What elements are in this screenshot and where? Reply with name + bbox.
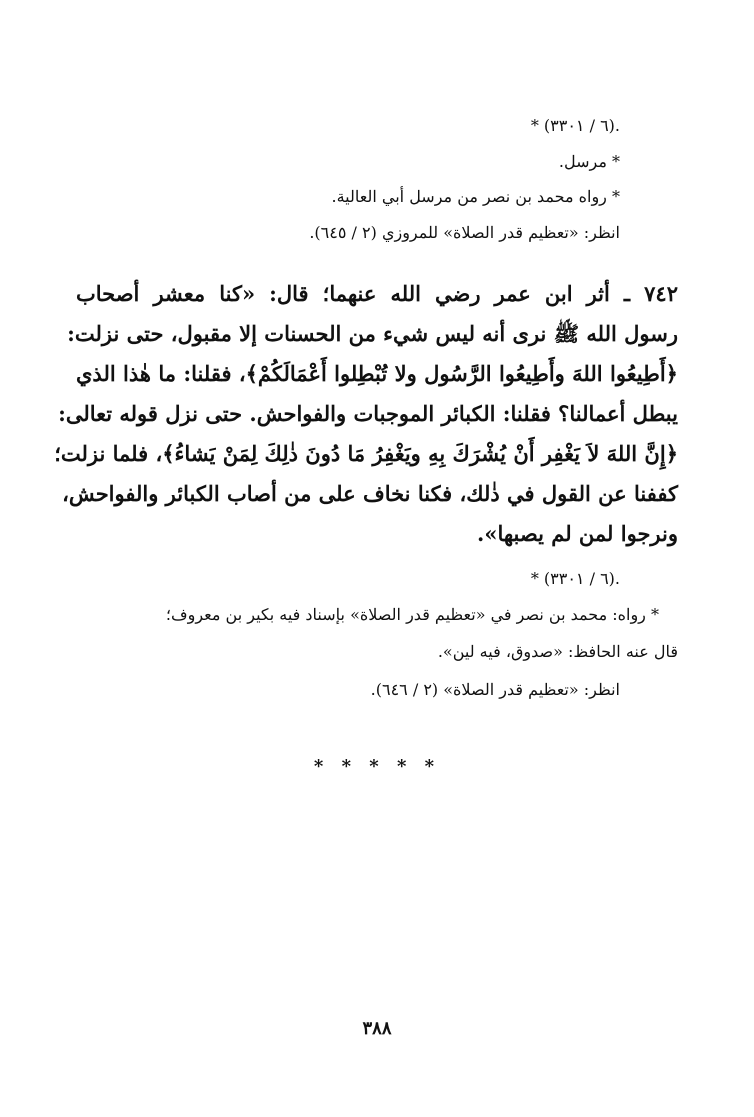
main-line-6: كففنا عن القول في ذٰلك، فكنا نخاف على من أصاب الكبائر والفواحش، [62, 481, 678, 506]
main-line-1: ٧٤٢ ـ أثر ابن عمر رضي الله عنهما؛ قال: «كنا معشر أصحاب [76, 281, 678, 306]
bottom-note-3: قال عنه الحافظ: «صدوق، فيه لين». [437, 642, 678, 661]
top-note-1: * (٦ / ٣٣٠١). [530, 116, 620, 135]
main-line-4: يبطل أعمالنا؟ فقلنا: الكبائر الموجبات والفواحش. حتى نزل قوله تعالى: [58, 401, 678, 426]
main-line-2: رسول الله ﷺ نرى أنه ليس شيء من الحسنات إلا مقبول، حتى نزلت: [67, 321, 678, 346]
main-line-5: ﴿إِنَّ اللهَ لاَ يَغْفِر أَنْ يُشْرَكَ بِهِ ويَغْفِرُ مَا دُونَ ذٰلِكَ لِمَنْ يَشاءُ﴾، فلما نزلت؛ [54, 441, 678, 466]
top-note-2: * مرسل. [558, 152, 620, 171]
page-number: ٣٨٨ [362, 1018, 392, 1039]
bottom-note-2: * رواه: محمد بن نصر في «تعظيم قدر الصلاة» بإسناد فيه بكير بن معروف؛ [165, 605, 659, 624]
bottom-note-1: * (٦ / ٣٣٠١). [530, 569, 620, 588]
main-line-3: ﴿أَطِيعُوا اللهَ وأَطِيعُوا الرَّسُول ولا تُبْطِلوا أَعْمَالَكُمْ﴾، فقلنا: ما هٰذا الذي [76, 361, 678, 386]
section-separator: * * * * * [313, 756, 441, 777]
top-note-3: * رواه محمد بن نصر من مرسل أبي العالية. [331, 187, 620, 206]
main-line-7: ونرجوا لمن لم يصبها». [477, 521, 678, 546]
bottom-note-4: انظر: «تعظيم قدر الصلاة» (٢ / ٦٤٦). [370, 680, 620, 699]
top-note-4: انظر: «تعظيم قدر الصلاة» للمروزي (٢ / ٦٤٥). [309, 223, 620, 242]
